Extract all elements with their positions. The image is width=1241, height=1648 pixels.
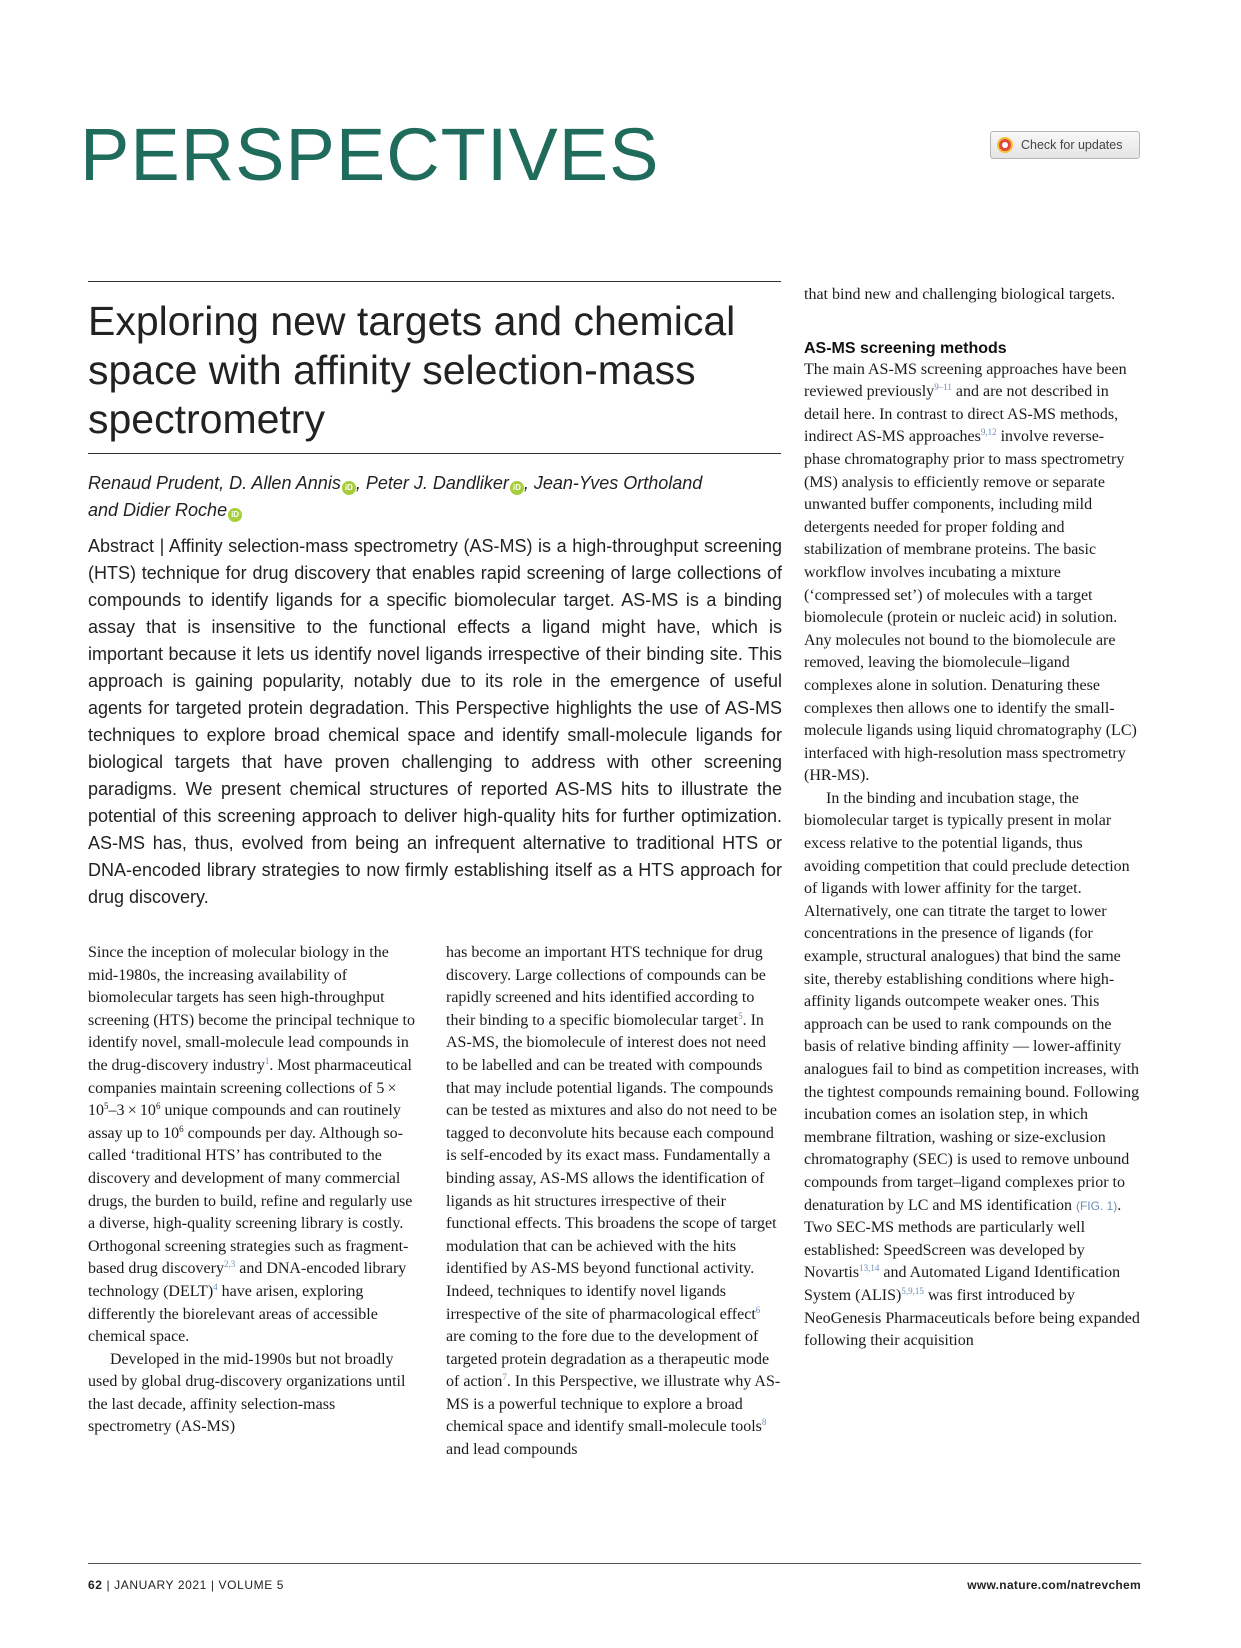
paragraph: that bind new and challenging biological targets.	[804, 286, 1116, 303]
body-column-1	[88, 942, 418, 1439]
citation-link[interactable]: 2,3	[223, 1259, 236, 1270]
figure-link[interactable]: (FIG. 1)	[1075, 1198, 1118, 1213]
orcid-icon[interactable]: iD	[510, 481, 524, 495]
paragraph: The main AS-MS screening approaches have been reviewed previously$^{9-11}$ and are not described in detail here. In contrast to direct AS-MS methods, indirect AS-MS approaches$^{9,12}$ involve reverse-phase chromatography prior to mass spectrometry (MS) analysis to efficiently remove or separate unwanted buffer components, including mild detergents needed for proper folding and stabilization of membrane proteins. The basic workflow involves incubating a mixture (‘compressed set’) of molecules with a target biomolecule (protein or nucleic acid) in solution. Any molecules not bound to the biomolecule are removed, leaving the biomolecule–ligand complexes alone in solution. Denaturing these complexes then allows one to identify the small-molecule ligands using liquid chromatography (LC) interfaced with high-resolution mass spectrometry (HR-MS).	[804, 360, 1137, 785]
orcid-icon[interactable]: iD	[228, 508, 242, 522]
citation-link[interactable]: 4	[213, 1281, 218, 1292]
abstract	[88, 533, 782, 911]
issue-info: | JANUARY 2021 | VOLUME 5	[102, 1578, 285, 1592]
author-names: , Jean-Yves Ortholand	[523, 473, 703, 493]
footer-issue-info	[88, 1578, 284, 1592]
author-names: Renaud Prudent, D. Allen Annis	[88, 473, 341, 493]
abstract-text: Affinity selection-mass spectrometry (AS-MS) is a high-throughput screening (HTS) technique for drug discovery that enables rapid screening of large collections of compounds to identify ligands for a specific biomolecular target. AS-MS is a binding assay that is insensitive to the functional effects a ligand might have, which is important because it lets us identify novel ligands irrespective of their binding site. This approach is gaining popularity, notably due to its role in the emergence of useful agents for targeted protein degradation. This Perspective highlights the use of AS-MS techniques to explore broad chemical space and identify small-molecule ligands for biological targets that have proven challenging to address with other screening paradigms. We present chemical structures of reported AS-MS hits to illustrate the potential of this screening approach to deliver high-quality hits for further optimization. AS-MS has, thus, evolved from being an infrequent alternative to traditional HTS or DNA-encoded library strategies to now firmly establishing itself as a HTS approach for drug discovery.	[88, 536, 782, 907]
section-heading: AS-MS screening methods	[804, 339, 1007, 357]
citation-link[interactable]: 9–11	[934, 382, 952, 393]
citation-link[interactable]: 5,9,15	[901, 1285, 924, 1296]
journal-url[interactable]: www.nature.com/natrevchem	[967, 1578, 1141, 1592]
crossmark-icon	[997, 137, 1013, 153]
body-column-3	[804, 284, 1140, 1353]
author-names: , Peter J. Dandliker	[355, 473, 509, 493]
check-for-updates-label: Check for updates	[1021, 138, 1123, 152]
author-names: and Didier Roche	[88, 500, 228, 520]
citation-link[interactable]: 9,12	[980, 427, 997, 438]
citation-link[interactable]: 5	[738, 1010, 743, 1021]
abstract-label: Abstract |	[88, 536, 169, 556]
title-bottom-rule	[88, 453, 781, 454]
article-title: Exploring new targets and chemical space with affinity selection-mass spectrometry	[88, 298, 736, 442]
title-top-rule	[88, 281, 781, 282]
citation-link[interactable]: 1	[264, 1055, 270, 1066]
paragraph: Developed in the mid-1990s but not broadly used by global drug-discovery organizations until the last decade, affinity selection-mass spectrometry (AS-MS)	[88, 1350, 406, 1436]
section-title: PERSPECTIVES	[80, 113, 660, 196]
body-column-2	[446, 942, 781, 1462]
author-list	[88, 470, 788, 524]
citation-link[interactable]: 8	[761, 1417, 767, 1428]
page-number: 62	[88, 1578, 103, 1592]
footer-rule	[88, 1563, 1141, 1564]
citation-link[interactable]: 7	[502, 1372, 507, 1383]
paragraph: Since the inception of molecular biology in the mid-1980s, the increasing availability of biomolecular targets has seen high-throughput screening (HTS) become the principal technique to identify novel, small-molecule lead compounds in the drug-discovery industry$^1$. Most pharmaceutical companies maintain screening collections of $5 \times 10^5-3 \times 10^6$ unique compounds and can routinely assay up to $10^6$ compounds per day. Although so-called ‘traditional HTS’ has contributed to the discovery and development of many commercial drugs, the burden to build, refine and regularly use a diverse, high-quality screening library is costly. Orthogonal screening strategies such as fragment-based drug discovery$^{2,3}$ and DNA-encoded library technology (DELT)$^4$ have arisen, exploring differently the biorelevant areas of accessible chemical space.	[88, 944, 415, 1346]
citation-link[interactable]: 13,14	[859, 1263, 880, 1274]
check-for-updates-button[interactable]	[990, 131, 1140, 159]
paragraph: In the binding and incubation stage, the biomolecular target is typically present in molar excess relative to the potential ligands, thus avoiding competition that could preclude detection of ligands with lower affinity for the target. Alternatively, one can titrate the target to lower concentrations in the presence of ligands (for example, structural analogues) that bind the same site, thereby establishing conditions where high-affinity ligands outcompete weaker ones. This approach can be used to rank compounds on the basis of relative binding affinity — lower-affinity analogues fail to bind as competition increases, with the tightest compounds remaining bound. Following incubation comes an isolation step, in which membrane filtration, washing or size-exclusion chromatography (SEC) is used to remove unbound compounds from target–ligand complexes prior to denaturation by LC and MS identification (FIG. 1). Two SEC-MS methods are particularly well established: SpeedScreen was developed by Novartis$^{13,14}$ and Automated Ligand Identification System (ALIS)$^{5,9,15}$ was first introduced by NeoGenesis Pharmaceuticals before being expanded following their acquisition	[804, 789, 1140, 1350]
orcid-icon[interactable]: iD	[342, 481, 356, 495]
paragraph: has become an important HTS technique for drug discovery. Large collections of compounds can be rapidly screened and hits identified according to their binding to a specific biomolecular target$^5$. In AS-MS, the biomolecule of interest does not need to be labelled and can be treated with compounds that may include potential ligands. The compounds can be tested as mixtures and also do not need to be tagged to deconvolute hits because each compound is self-encoded by its exact mass. Fundamentally a binding assay, AS-MS allows the identification of ligands as hit structures irrespective of their functional effects. This broadens the scope of target modulation that can be achieved with the hits identified by AS-MS beyond functional activity. Indeed, techniques to identify novel ligands irrespective of the site of pharmacological effect$^6$ are coming to the fore due to the development of targeted protein degradation as a therapeutic mode of action$^7$. In this Perspective, we illustrate why AS-MS is a powerful technique to explore a broad chemical space and identify small-molecule tools$^8$ and lead compounds	[446, 944, 781, 1459]
citation-link[interactable]: 6	[755, 1304, 761, 1315]
